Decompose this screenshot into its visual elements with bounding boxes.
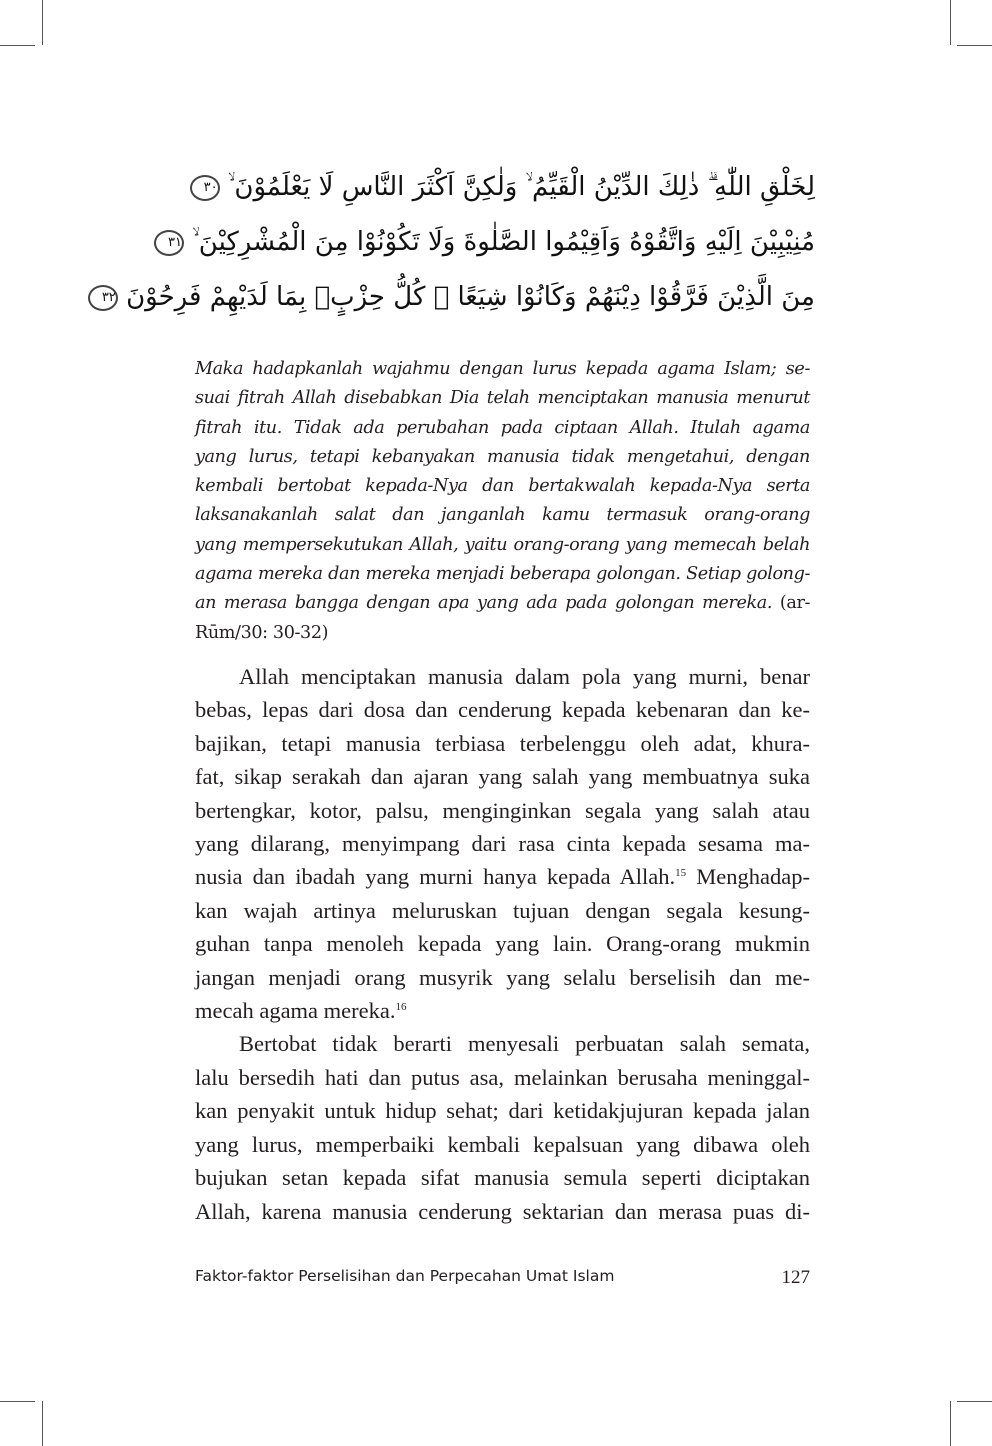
arabic-line [168, 215, 815, 270]
text-segment: kan wajah artinya meluruskan tujuan dengan segala kesung- [195, 897, 810, 923]
text-line [195, 1161, 810, 1194]
text-line [195, 794, 810, 827]
text-segment: yang lurus, tetapi kebanyakan manusia tidak mengetahui, dengan [195, 446, 810, 467]
text-line [195, 1195, 810, 1228]
text-segment: an merasa bangga dengan apa yang ada pada golongan mereka. [195, 593, 780, 614]
text-segment: Allah, karena manusia cenderung sektarian dan merasa puas di- [195, 1198, 810, 1224]
text-line [195, 619, 810, 648]
paragraph [195, 1027, 810, 1227]
text-line [195, 660, 810, 693]
text-line [195, 827, 810, 860]
arabic-text: لِخَلْقِ اللّٰهِ ۗ ذٰلِكَ الدِّيْنُ الْقَيِّمُ ۙ وَلٰكِنَّ اَكْثَرَ النَّاسِ لَا يَعْلَمُوْنَ ۙ [227, 172, 815, 202]
arabic-text: مُنِيْبِيْنَ اِلَيْهِ وَاتَّقُوْهُ وَاَقِيْمُوا الصَّلٰوةَ وَلَا تَكُوْنُوْا مِنَ الْمُشْرِكِيْنَ ۙ [192, 227, 815, 257]
text-line [195, 927, 810, 960]
citation: (ar- [779, 593, 810, 614]
text-segment: bebas, lepas dari dosa dan cenderung kepada kebenaran dan ke- [195, 697, 810, 723]
crop-mark [0, 45, 35, 46]
page-number: 127 [781, 1267, 810, 1288]
text-segment: mecah agama mereka. [195, 998, 396, 1024]
crop-mark [0, 1401, 35, 1402]
text-line [195, 1094, 810, 1127]
text-line [195, 531, 810, 560]
text-line [195, 961, 810, 994]
body-text [195, 660, 810, 1228]
arabic-line [101, 270, 815, 325]
text-line [195, 693, 810, 726]
text-segment: guhan tanpa menoleh kepada yang lain. Orang-orang mukmin [195, 931, 810, 957]
crop-mark [957, 1401, 992, 1402]
text-segment: fitrah itu. Tidak ada perubahan pada ciptaan Allah. Itulah agama [195, 417, 810, 438]
paragraph [195, 660, 810, 1027]
text-segment: bertengkar, kotor, palsu, menginginkan segala yang salah atau [195, 797, 810, 823]
text-line [195, 384, 810, 413]
text-line [195, 860, 810, 893]
crop-mark [42, 1401, 43, 1446]
quran-verses [101, 160, 815, 325]
text-line [195, 727, 810, 760]
text-segment: bujukan setan kepada sifat manusia semula seperti diciptakan [195, 1165, 810, 1191]
text-segment: yang dilarang, menyimpang dari rasa cinta kepada sesama ma- [195, 831, 810, 857]
ayah-number-marker: ٣٢ [88, 285, 118, 311]
text-segment: kembali bertobat kepada-Nya dan bertakwalah kepada-Nya serta [195, 476, 810, 497]
text-segment: lalu bersedih hati dan putus asa, melainkan berusaha meninggal- [195, 1064, 810, 1090]
text-segment: Allah menciptakan manusia dalam pola yang murni, benar [239, 664, 810, 689]
text-segment: yang mempersekutukan Allah, yaitu orang-orang yang memecah belah [195, 534, 810, 555]
text-line [195, 760, 810, 793]
ayah-number-marker: ٣١ [154, 230, 184, 256]
page-footer [195, 1267, 810, 1289]
text-segment: yang lurus, memperbaiki kembali kepalsuan yang dibawa oleh [195, 1131, 810, 1157]
crop-mark [950, 1401, 951, 1446]
footnote-ref: 15 [675, 867, 687, 880]
text-segment: suai fitrah Allah disebabkan Dia telah menciptakan manusia menurut [195, 388, 810, 409]
text-line [195, 1027, 810, 1060]
crop-mark [957, 45, 992, 46]
arabic-line [190, 160, 815, 215]
text-line [195, 1061, 810, 1094]
running-title: Faktor-faktor Perselisihan dan Perpecahan Umat Islam [195, 1267, 615, 1285]
text-line [195, 994, 810, 1027]
text-segment: Menghadap- [686, 864, 810, 890]
text-segment: laksanakanlah salat dan janganlah kamu termasuk orang-orang [195, 505, 810, 526]
verse-translation [195, 355, 810, 648]
text-segment: Bertobat tidak berarti menyesali perbuatan salah semata, [239, 1031, 810, 1057]
text-segment: kan penyakit untuk hidup sehat; dari ketidakjujuran kepada jalan [195, 1098, 810, 1124]
text-line [195, 414, 810, 443]
text-segment: nusia dan ibadah yang murni hanya kepada Allah. [195, 864, 676, 890]
text-line [195, 472, 810, 501]
text-line [195, 589, 810, 618]
ayah-number-marker: ٣٠ [190, 175, 220, 201]
crop-mark [950, 0, 951, 45]
crop-mark [42, 0, 43, 45]
text-line [195, 894, 810, 927]
citation: Rūm/30: 30-32) [195, 622, 329, 643]
arabic-text: مِنَ الَّذِيْنَ فَرَّقُوْا دِيْنَهُمْ وَكَانُوْا شِيَعًا ۗ كُلُّ حِزْبٍۢ بِمَا لَدَيْهِمْ فَرِحُوْنَ [126, 282, 815, 312]
text-segment: jangan menjadi orang musyrik yang selalu berselisih dan me- [195, 964, 810, 990]
text-segment: agama mereka dan mereka menjadi beberapa golongan. Setiap golong- [195, 564, 810, 585]
text-segment: bajikan, tetapi manusia terbiasa terbelenggu oleh adat, khura- [195, 730, 810, 756]
text-segment: Maka hadapkanlah wajahmu dengan lurus kepada agama Islam; se- [195, 359, 810, 379]
text-line [195, 443, 810, 472]
text-segment: fat, sikap serakah dan ajaran yang salah yang membuatnya suka [195, 764, 810, 790]
text-line [195, 560, 810, 589]
footnote-ref: 16 [395, 1001, 407, 1014]
text-line [195, 355, 810, 384]
text-line [195, 1128, 810, 1161]
text-line [195, 501, 810, 530]
